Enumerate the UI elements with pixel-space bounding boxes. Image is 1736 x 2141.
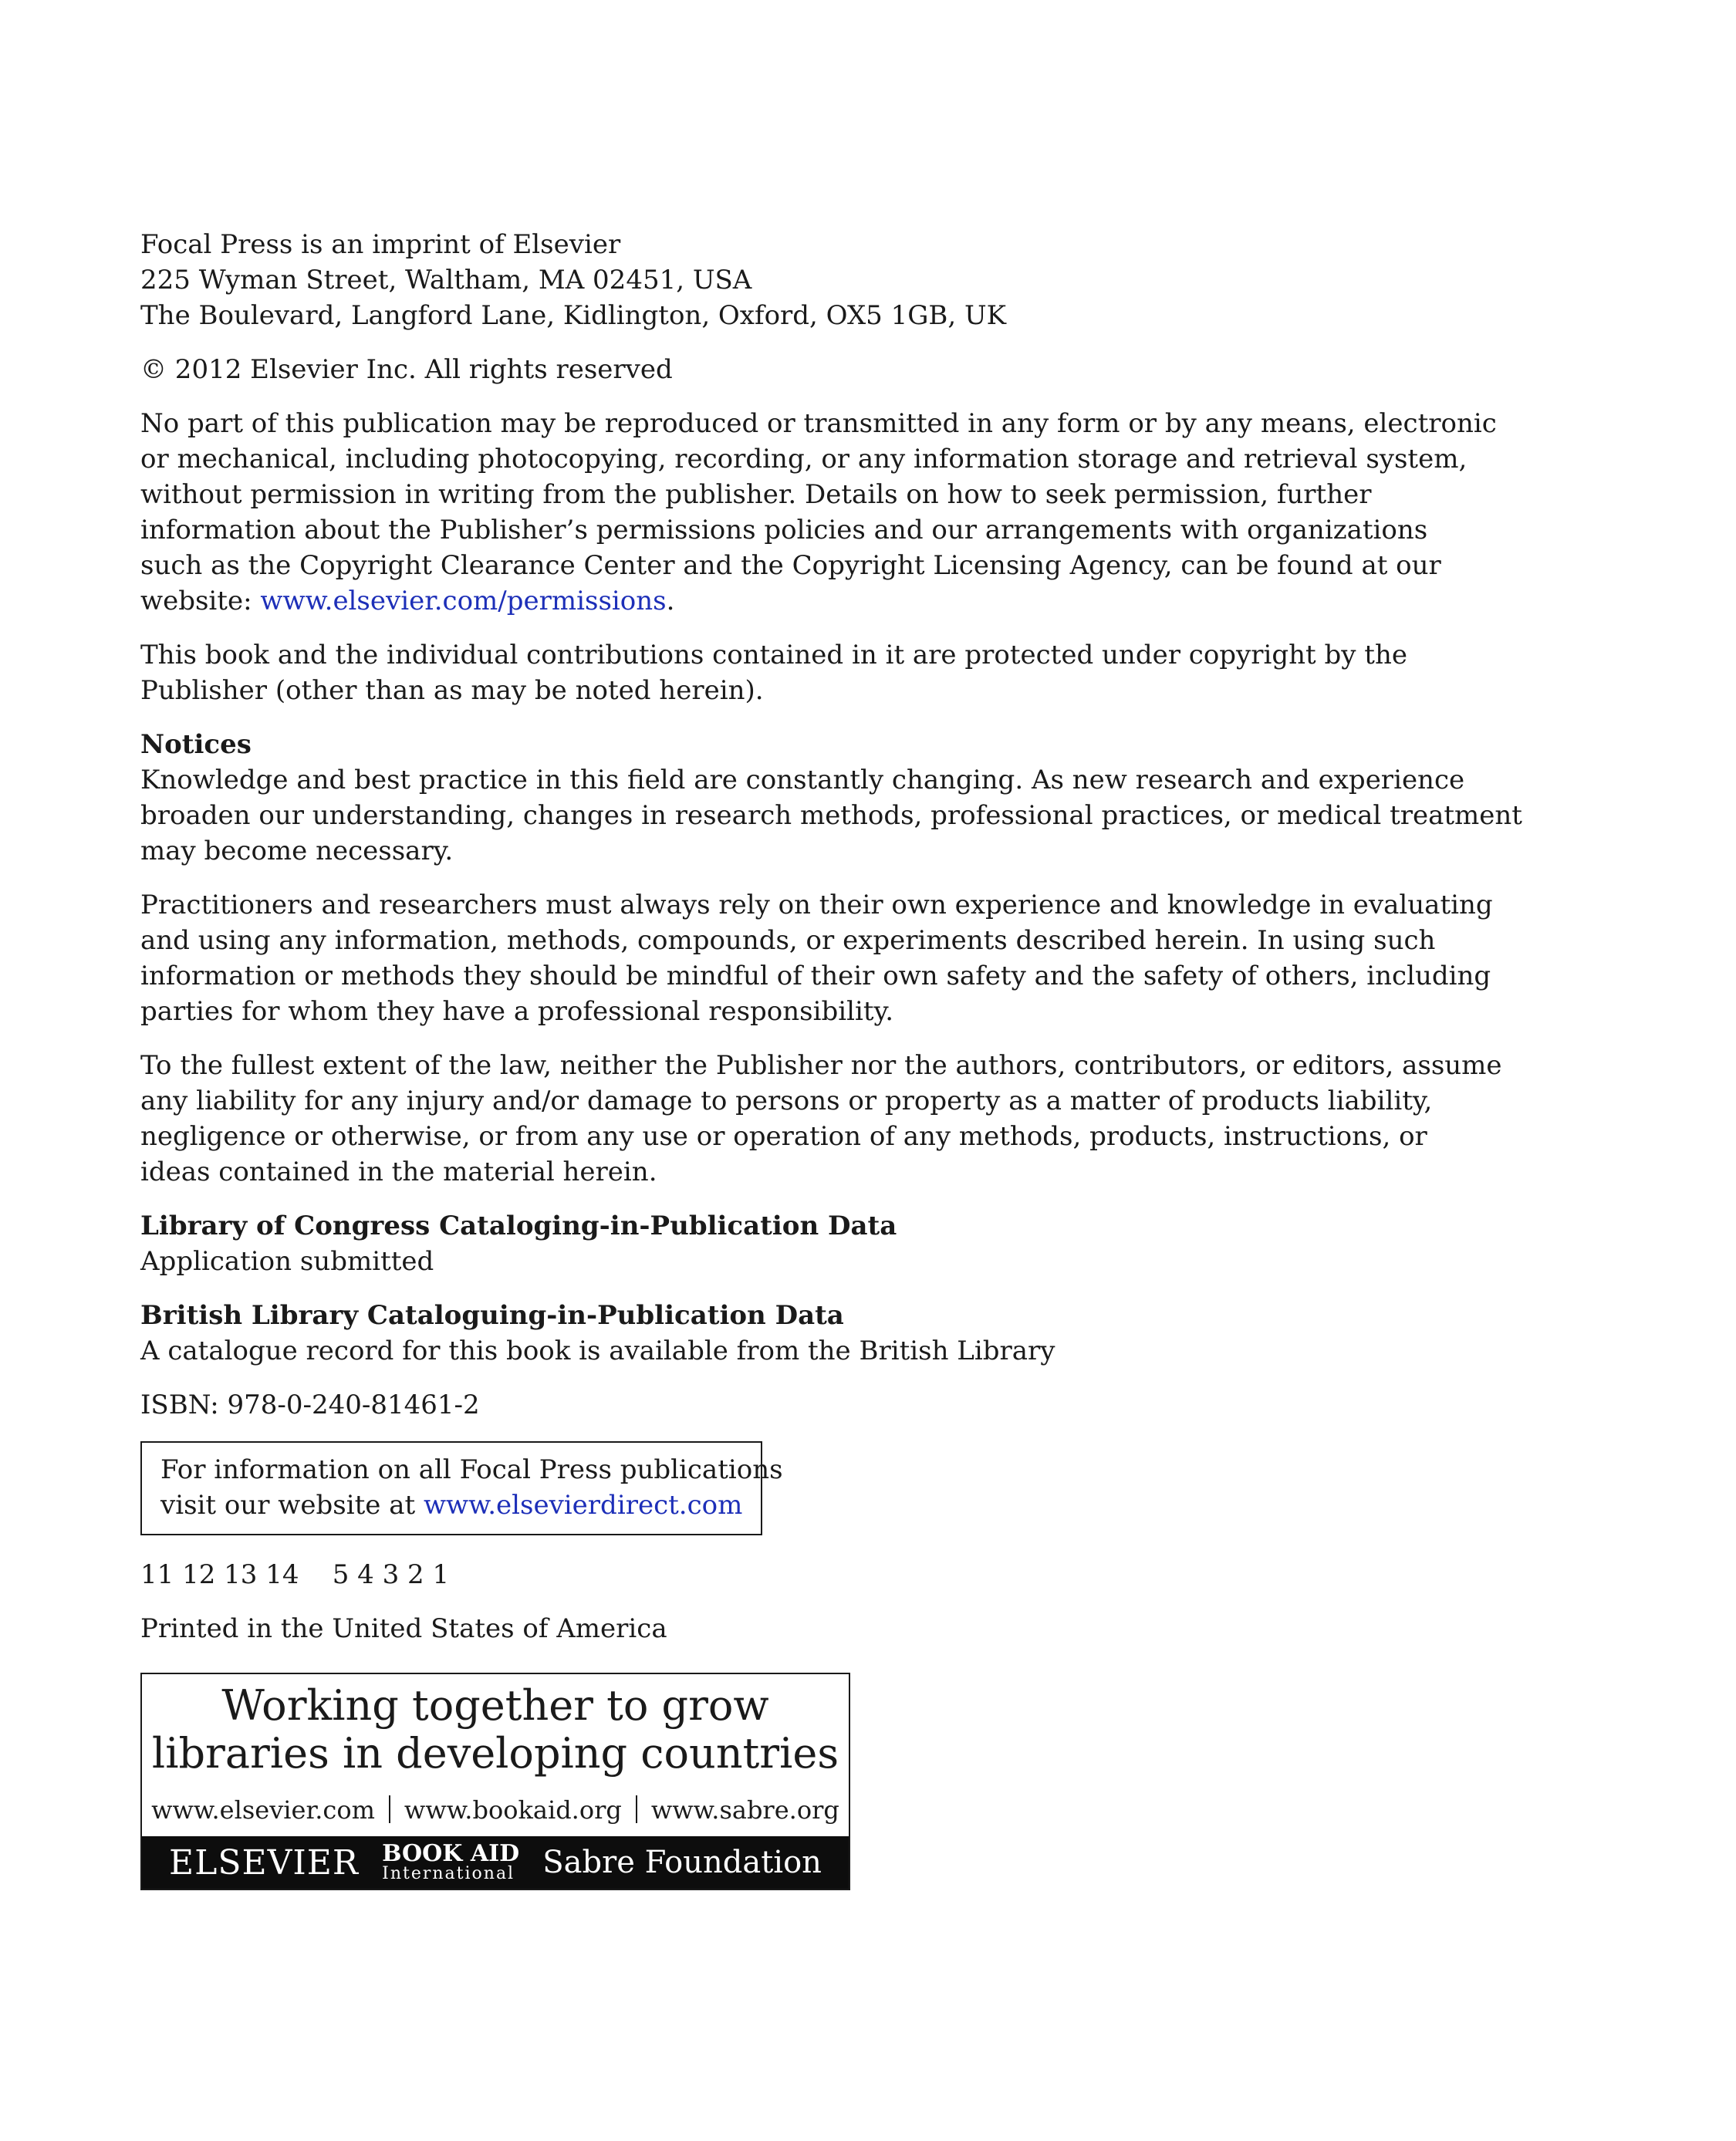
slogan-line: libraries in developing countries [151,1729,839,1778]
bookaid-logo-bottom: International [382,1864,515,1883]
permissions-paragraph [140,406,1497,619]
bookaid-logo [382,1842,519,1883]
text-line: No part of this publication may be reproduced or transmitted in any form or by any means, electronic [140,408,1497,439]
info-box-line [160,1488,745,1523]
ad-slogan [142,1674,849,1778]
bookaid-logo-top: BOOK AID [382,1840,520,1867]
copyright-page [140,227,1522,1890]
publications-info-box [140,1441,783,1535]
notices-paragraph-3 [140,1048,1502,1190]
british-library-heading: British Library Cataloguing-in-Publication Data [140,1300,844,1331]
address-us: 225 Wyman Street, Waltham, MA 02451, USA [140,265,752,295]
notices-paragraph-2 [140,887,1493,1029]
text-line: parties for whom they have a professional responsibility. [140,996,894,1027]
address-uk: The Boulevard, Langford Lane, Kidlington, Oxford, OX5 1GB, UK [140,300,1007,331]
loc-text: Application submitted [140,1246,434,1277]
elsevier-logo: ELSEVIER [169,1842,360,1883]
text-line [140,583,1452,619]
text-line: and using any information, methods, compounds, or experiments described herein. In using such [140,925,1436,956]
notices-section [140,727,1522,869]
text-line: or mechanical, including photocopying, recording, or any information storage and retrieval system, [140,444,1467,474]
text-line: To the fullest extent of the law, neither the Publisher nor the authors, contributors, or editors, assume [140,1050,1502,1081]
british-library-section [140,1298,1452,1369]
divider [389,1795,390,1823]
text-line: This book and the individual contributions contained in it are protected under copyright by the [140,640,1407,670]
text-line: Publisher (other than as may be noted herein). [140,675,764,706]
isbn: ISBN: 978-0-240-81461-2 [140,1390,480,1420]
elsevierdirect-link[interactable]: www.elsevierdirect.com [423,1490,743,1521]
sabre-logo: Sabre Foundation [542,1845,822,1880]
permissions-link[interactable]: www.elsevier.com/permissions [260,586,667,616]
protection-paragraph [140,637,1452,708]
text-fragment: . [666,586,675,616]
imprint-line: Focal Press is an imprint of Elsevier [140,229,621,260]
text-line: any liability for any injury and/or damage to persons or property as a matter of products liability, [140,1086,1433,1116]
notices-heading: Notices [140,729,252,760]
text-line: without permission in writing from the publisher. Details on how to seek permission, further [140,479,1372,510]
text-fragment: website: [140,586,261,616]
text-line: information about the Publisher’s permissions policies and our arrangements with organizations [140,515,1428,545]
text-line: such as the Copyright Clearance Center and the Copyright Licensing Agency, can be found at our [140,550,1441,581]
text-fragment: visit our website at [160,1490,424,1521]
publisher-info [140,227,1452,333]
british-library-text: A catalogue record for this book is available from the British Library [140,1336,1055,1366]
text-line: may become necessary. [140,836,454,866]
info-box-line: For information on all Focal Press publications [160,1454,783,1485]
ad-sites [142,1795,849,1825]
print-numbers: 11 12 13 14 5 4 3 2 1 [140,1559,450,1590]
slogan-line: Working together to grow [221,1681,769,1730]
text-line: Practitioners and researchers must always rely on their own experience and knowledge in evaluating [140,890,1493,920]
ad-logo-bar [142,1836,849,1889]
ad-site-link[interactable]: www.elsevier.com [151,1795,375,1825]
ad-site-link[interactable]: www.bookaid.org [404,1795,622,1825]
text-line: ideas contained in the material herein. [140,1157,657,1187]
copyright-line: © 2012 Elsevier Inc. All rights reserved [140,354,673,385]
loc-heading: Library of Congress Cataloging-in-Publication Data [140,1211,897,1241]
text-line: Knowledge and best practice in this field are constantly changing. As new research and experience [140,765,1465,795]
text-line: information or methods they should be mindful of their own safety and the safety of others, including [140,961,1491,991]
divider [636,1795,637,1823]
ad-site-link[interactable]: www.sabre.org [650,1795,839,1825]
loc-section [140,1208,1452,1279]
partnership-ad [140,1673,850,1890]
text-line: negligence or otherwise, or from any use or operation of any methods, products, instructions, or [140,1121,1427,1152]
printed-in: Printed in the United States of America [140,1613,667,1644]
text-line: broaden our understanding, changes in research methods, professional practices, or medical treatment [140,800,1522,831]
